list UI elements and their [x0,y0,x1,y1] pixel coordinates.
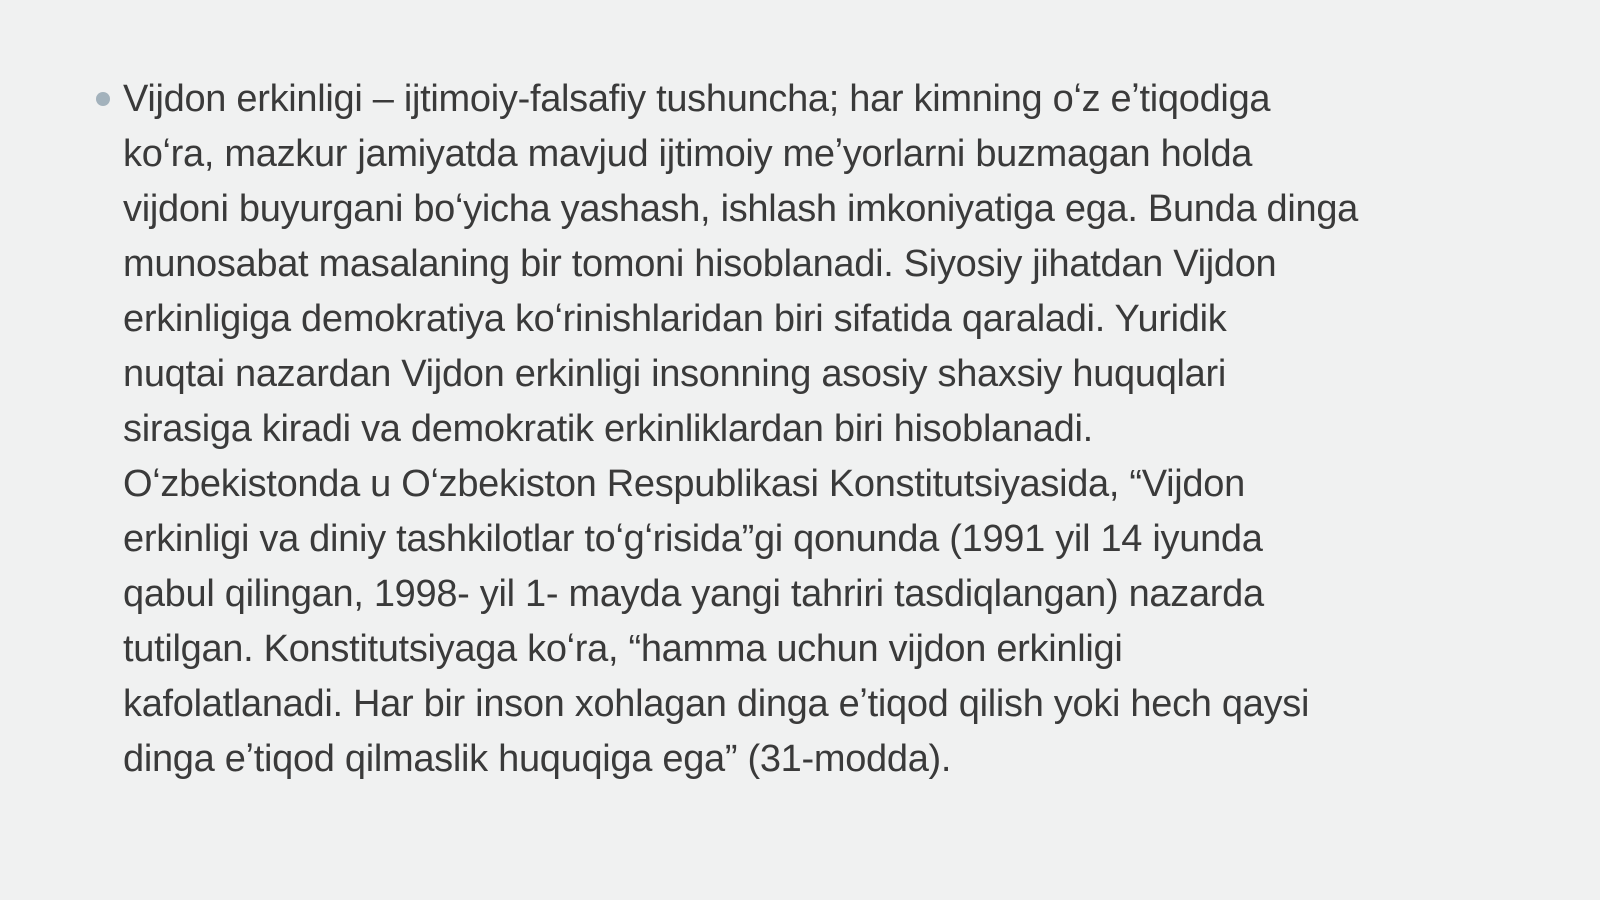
body-text-line: kafolatlanadi. Har bir inson xohlagan dinga eʼtiqod qilish yoki hech qaysi [123,683,1310,725]
bullet-icon [96,92,110,106]
body-text-line: munosabat masalaning bir tomoni hisoblanadi. Siyosiy jihatdan Vijdon [123,243,1277,285]
body-text-line: erkinligiga demokratiya koʻrinishlaridan biri sifatida qaraladi. Yuridik [123,298,1227,340]
body-text-line: koʻra, mazkur jamiyatda mavjud ijtimoiy meʼyorlarni buzmagan holda [123,133,1253,175]
bullet-list-item [123,72,1483,787]
body-text [123,72,1483,787]
body-text-line: dinga eʼtiqod qilmaslik huquqiga ega” (31-modda). [123,738,952,780]
body-text-line: tutilgan. Konstitutsiyaga koʻra, “hamma uchun vijdon erkinligi [123,628,1123,670]
body-text-line: erkinligi va diniy tashkilotlar toʻgʻrisida”gi qonunda (1991 yil 14 iyunda [123,518,1263,560]
body-text-line: nuqtai nazardan Vijdon erkinligi insonning asosiy shaxsiy huquqlari [123,353,1227,395]
body-text-line: sirasiga kiradi va demokratik erkinliklardan biri hisoblanadi. [123,408,1093,450]
body-text-line: qabul qilingan, 1998- yil 1- mayda yangi tahriri tasdiqlangan) nazarda [123,573,1264,615]
body-text-line: Oʻzbekistonda u Oʻzbekiston Respublikasi Konstitutsiyasida, “Vijdon [123,463,1245,505]
body-text-line: Vijdon erkinligi – ijtimoiy-falsafiy tushuncha; har kimning oʻz eʼtiqodiga [123,78,1271,120]
body-text-line: vijdoni buyurgani boʻyicha yashash, ishlash imkoniyatiga ega. Bunda dinga [123,188,1359,230]
